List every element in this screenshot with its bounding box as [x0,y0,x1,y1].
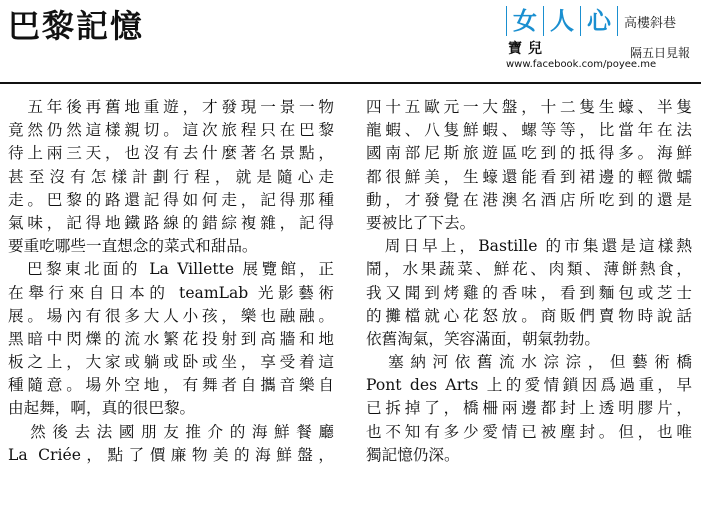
article-text-line: 甚至沒有怎樣計劃行程，就是隨心走 [8,167,334,186]
article-text-line: 依舊淘氣，笑容滿面，朝氣勃勃。 [366,329,600,348]
article-text-line: 動，才發覺在港澳名酒店所吃到的還是 [366,190,692,209]
article-text-line: 待上兩三天，也沒有去什麼著名景點， [8,144,334,163]
column-brand [506,6,618,36]
header-rule [0,82,701,84]
article-column-left [8,96,334,467]
article-text-line: 塞納河依舊流水淙淙，但藝術橋 [366,353,692,372]
publication-schedule: 隔五日見報 [630,46,691,60]
article-text-line: 周日早上，Bastille 的市集還是這樣熱 [366,237,692,256]
article-text-line: La Criée，點了價廉物美的海鮮盤， [8,445,334,464]
article-text-line: 四十五歐元一大盤，十二隻生蠔、半隻 [366,98,692,116]
article-text-line: 國南部尼斯旅遊區吃到的抵得多。海鮮 [366,144,692,163]
article-text-line: 竟然仍然這樣親切。這次旅程只在巴黎 [8,121,334,140]
article-text-line: Pont des Arts 上的愛情鎖因爲過重，早 [366,376,692,395]
article-text-line: 走。巴黎的路還記得如何走，記得那種 [8,190,334,209]
column-masthead [506,6,696,70]
article-text-line: 在舉行來自日本的 teamLab 光影藝術 [8,283,334,302]
brand-char: 人 [543,6,580,36]
brand-char: 女 [506,6,543,36]
article-text-line: 也不知有多少愛情已被塵封。但，也唯 [366,422,692,441]
article-text-line: 已拆掉了，橋柵兩邊都封上透明膠片， [366,399,692,418]
article-text-line: 展。場內有很多大人小孩，樂也融融。 [8,306,334,325]
article-text-line: 種隨意。場外空地，有舞者自攜音樂自 [8,376,334,395]
column-name: 高樓斜巷 [624,16,677,31]
article-text-line: 氣味，記得地鐵路線的錯綜複雜，記得 [8,213,334,232]
article-title: 巴黎記憶 [8,7,145,45]
author-name: 寶兒 [508,41,548,57]
article-text-line: 巴黎東北面的 La Villette 展覽館，正 [8,260,334,279]
article-text-line: 黑暗中閃爍的流水繁花投射到高牆和地 [8,329,334,348]
article-text-line: 板之上，大家或躺或卧或坐，享受着這 [8,353,334,372]
article-text-line: 要重吃哪些一直想念的菜式和甜品。 [8,237,258,256]
brand-char: 心 [580,6,618,36]
article-text-line: 由起舞，啊，真的很巴黎。 [8,399,196,418]
article-text-line: 獨記憶仍深。 [366,445,460,464]
article-text-line: 要被比了下去。 [366,213,476,232]
article-text-line: 龍蝦、八隻鮮蝦、螺等等，比當年在法 [366,121,692,140]
article-text-line: 都很鮮美，生蠔還能看到裙邊的輕微蠕 [366,167,692,186]
article-text-line: 然後去法國朋友推介的海鮮餐廳 [8,422,334,441]
article-text-line: 的攤檔就心花怒放。商販們賣物時說話 [366,306,692,325]
article-text-line: 五年後再舊地重遊，才發現一景一物 [8,98,334,116]
article-text-line: 我又聞到烤雞的香味，看到麵包或芝士 [366,283,692,302]
author-url[interactable]: www.facebook.com/poyee.me [506,59,657,70]
article-column-right [366,96,692,467]
article-text-line: 鬧，水果蔬菜、鮮花、肉類、薄餅熱食， [366,260,692,279]
